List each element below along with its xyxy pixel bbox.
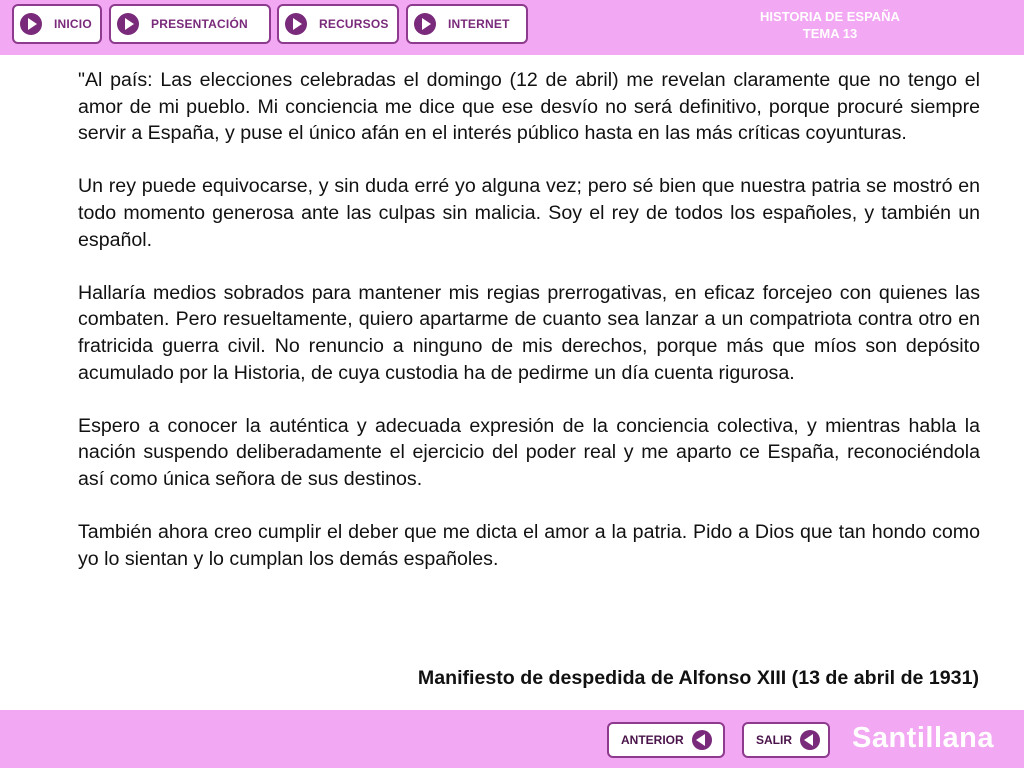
nav-button-recursos[interactable] — [277, 4, 399, 44]
exit-button[interactable] — [742, 722, 830, 758]
header-title-line1: HISTORIA DE ESPAÑA — [760, 9, 900, 24]
play-icon — [285, 13, 307, 35]
header-title-line2: TEMA 13 — [802, 26, 858, 41]
paragraph: "Al país: Las elecciones celebradas el domingo (12 de abril) me revelan claramente que no tengo el amor de mi pueblo. Mi conciencia me dice que ese desvío no será definitivo, porque procuré siempre servir a España, y puse el único afán en el interés público hasta en las más críticas coyunturas. — [78, 69, 980, 145]
paragraph: Un rey puede equivocarse, y sin duda erré yo alguna vez; pero sé bien que nuestra patria se mostró en todo momento generosa ante las culpas sin malicia. Soy el rey de todos los españoles, y también un español. — [78, 175, 980, 251]
header-title — [700, 8, 960, 42]
paragraph: Espero a conocer la auténtica y adecuada expresión de la conciencia colectiva, y mientras habla la nación suspendo deliberadamente el ejercicio del poder real y me aparto ce España, reconociéndola así como única señora de sus destinos. — [78, 414, 980, 490]
nav-button-internet[interactable] — [406, 4, 528, 44]
previous-button[interactable] — [607, 722, 725, 758]
nav-button-label: INICIO — [54, 17, 92, 31]
nav-button-label: RECURSOS — [319, 17, 389, 31]
previous-button-label: ANTERIOR — [621, 733, 684, 747]
footer-bar — [0, 710, 1024, 768]
exit-button-label: SALIR — [756, 733, 792, 747]
nav-button-label: INTERNET — [448, 17, 510, 31]
brand-logo: Santillana — [852, 722, 994, 754]
nav-button-presentacion[interactable] — [109, 4, 271, 44]
nav-button-inicio[interactable] — [12, 4, 102, 44]
paragraph: Hallaría medios sobrados para mantener mis regias prerrogativas, en eficaz forcejeo con quienes las combaten. Pero resueltamente, quiero apartarme de cuanto sea lanzar a un compatriota contra otro en fratricida guerra civil. No renuncio a ninguno de mis derechos, porque más que míos son depósito acumulado por la Historia, de cuya custodia ha de pedirme un día cuenta rigurosa. — [78, 281, 980, 384]
nav-button-label: PRESENTACIÓN — [151, 17, 248, 31]
play-icon — [20, 13, 42, 35]
back-arrow-icon — [692, 730, 712, 750]
top-navigation-bar — [0, 0, 1024, 55]
manifesto-text — [78, 67, 980, 599]
back-arrow-icon — [800, 730, 820, 750]
play-icon — [414, 13, 436, 35]
play-icon — [117, 13, 139, 35]
paragraph: También ahora creo cumplir el deber que me dicta el amor a la patria. Pido a Dios que tan hondo como yo lo sientan y lo cumplan los demás españoles. — [78, 521, 980, 570]
source-citation: Manifiesto de despedida de Alfonso XIII (13 de abril de 1931) — [417, 667, 979, 689]
